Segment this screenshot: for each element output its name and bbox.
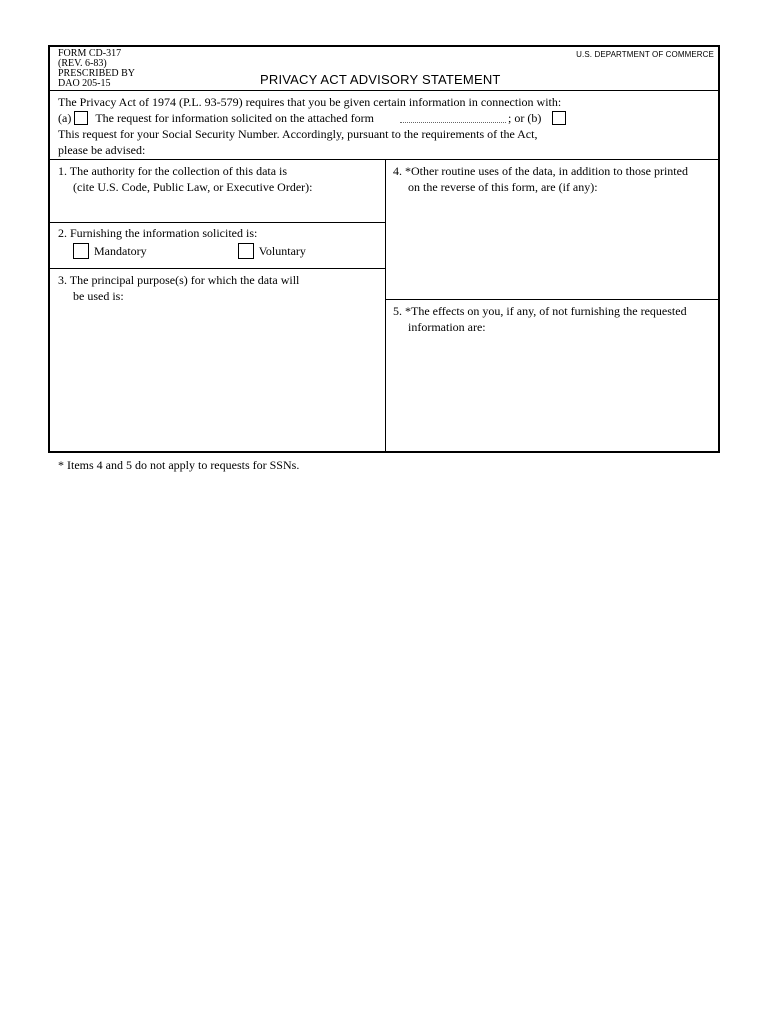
attached-form-field[interactable] — [400, 122, 506, 123]
section-divider — [50, 159, 718, 160]
item-3-purpose[interactable] — [58, 272, 378, 304]
mandatory-checkbox[interactable] — [73, 243, 89, 259]
mandatory-label: Mandatory — [94, 244, 147, 258]
voluntary-label: Voluntary — [258, 244, 306, 258]
intro-section — [58, 94, 713, 158]
item-4-routine-uses[interactable] — [393, 163, 718, 195]
item-2-furnishing — [58, 225, 378, 241]
column-divider — [385, 159, 386, 451]
footnote: * Items 4 and 5 do not apply to requests for SSNs. — [58, 458, 300, 472]
form-revision: (REV. 6-83) — [58, 58, 107, 69]
item-2-label: 2. Furnishing the information solicited is: — [58, 226, 258, 240]
header-divider — [50, 90, 718, 91]
voluntary-option[interactable] — [238, 243, 306, 259]
item-5-sublabel: information are: — [408, 320, 486, 334]
item-1-sublabel: (cite U.S. Code, Public Law, or Executive Order): — [73, 180, 313, 194]
form-number: FORM CD-317 — [58, 48, 122, 59]
item4-divider — [385, 299, 718, 300]
item-1-authority[interactable] — [58, 163, 378, 195]
item-5-label: 5. *The effects on you, if any, of not furnishing the requested — [393, 304, 687, 318]
item2-divider — [50, 268, 385, 269]
item-4-sublabel: on the reverse of this form, are (if any): — [408, 180, 598, 194]
item1-divider — [50, 222, 385, 223]
intro-line-4: please be advised: — [58, 143, 146, 157]
dao-number: DAO 205-15 — [58, 78, 111, 89]
intro-line-1: The Privacy Act of 1974 (P.L. 93-579) requires that you be given certain information in connection with: — [58, 95, 562, 109]
item-5-effects[interactable] — [393, 303, 718, 335]
item-4-label: 4. *Other routine uses of the data, in addition to those printed — [393, 164, 688, 178]
department-name: U.S. DEPARTMENT OF COMMERCE — [576, 50, 714, 59]
form-title: PRIVACY ACT ADVISORY STATEMENT — [260, 72, 501, 87]
intro-line-3: This request for your Social Security Number. Accordingly, pursuant to the requirements of the Act, — [58, 127, 538, 141]
voluntary-checkbox[interactable] — [238, 243, 254, 259]
privacy-act-form — [48, 45, 720, 453]
intro-options-row — [58, 110, 713, 126]
prescribed-by: PRESCRIBED BY — [58, 68, 135, 79]
option-a-text: The request for information solicited on the attached form — [95, 111, 374, 125]
item-1-label: 1. The authority for the collection of this data is — [58, 164, 288, 178]
option-a-checkbox[interactable] — [74, 111, 88, 125]
item-3-sublabel: be used is: — [73, 289, 124, 303]
mandatory-option[interactable] — [73, 243, 147, 259]
option-b-text: ; or (b) — [508, 111, 542, 125]
option-b-checkbox[interactable] — [552, 111, 566, 125]
item-3-label: 3. The principal purpose(s) for which the data will — [58, 273, 300, 287]
form-id-block — [58, 49, 135, 89]
option-a-prefix: (a) — [58, 111, 72, 125]
